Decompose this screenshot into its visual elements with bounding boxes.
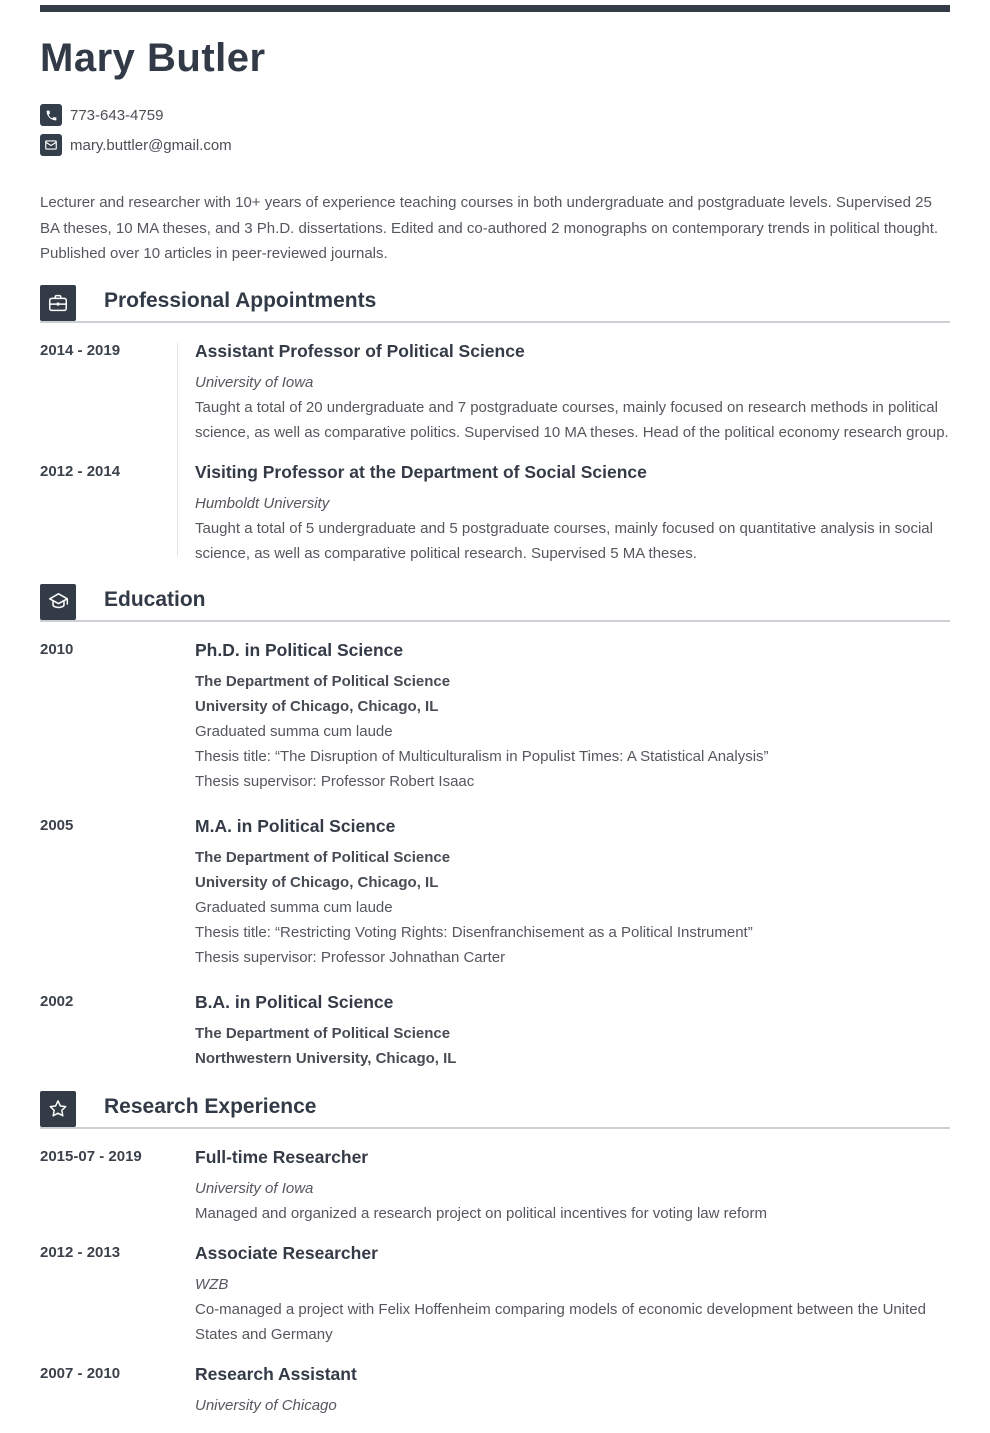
research-entry xyxy=(40,1145,950,1226)
section-education xyxy=(40,584,950,1071)
entry-title: Research Assistant xyxy=(195,1363,357,1384)
entry-content xyxy=(177,990,950,1071)
entry-title: B.A. in Political Science xyxy=(195,991,394,1012)
entry-university: University of Chicago, Chicago, IL xyxy=(195,873,439,891)
entry-date: 2012 - 2014 xyxy=(40,462,121,480)
entry-detail: Thesis title: “The Disruption of Multiculturalism in Populist Times: A Statistical Analysis” xyxy=(195,747,769,765)
entry-date: 2002 xyxy=(40,992,74,1010)
entry-institution: University of Iowa xyxy=(195,373,314,391)
entry-title: Assistant Professor of Political Science xyxy=(195,340,525,361)
summary-text: Lecturer and researcher with 10+ years of experience teaching courses in both undergraduate and postgraduate levels. Supervised 25 BA theses, 10 MA theses, and 3 Ph.D. dissertations. Edited and co-authored 2 monographs on contemporary trends in political thought. Published over 10 articles in peer-reviewed journals. xyxy=(40,194,939,262)
entry-title: Associate Researcher xyxy=(195,1242,378,1263)
entry-department: The Department of Political Science xyxy=(195,672,451,690)
entry-title: M.A. in Political Science xyxy=(195,815,396,836)
entry-institution: WZB xyxy=(195,1275,229,1293)
entry-detail: Graduated summa cum laude xyxy=(195,898,393,916)
education-entry xyxy=(40,638,950,794)
entry-title: Visiting Professor at the Department of Social Science xyxy=(195,461,647,482)
top-accent-bar xyxy=(40,5,950,12)
entry-date: 2005 xyxy=(40,816,74,834)
graduation-cap-icon xyxy=(40,584,76,620)
email-address: mary.buttler@gmail.com xyxy=(70,136,232,154)
entry-detail: Thesis supervisor: Professor Robert Isaac xyxy=(195,772,475,790)
education-entry xyxy=(40,814,950,970)
briefcase-icon xyxy=(40,285,76,321)
entry-department: The Department of Political Science xyxy=(195,1024,451,1042)
appointments-entries xyxy=(40,339,950,566)
section-appointments xyxy=(40,285,950,566)
research-entries xyxy=(40,1145,950,1418)
appointment-entry xyxy=(40,460,950,566)
entry-date: 2015-07 - 2019 xyxy=(40,1147,142,1165)
appointment-entry xyxy=(40,339,950,445)
entry-university: University of Chicago, Chicago, IL xyxy=(195,697,439,715)
entry-detail: Thesis supervisor: Professor Johnathan Carter xyxy=(195,948,506,966)
entry-department: The Department of Political Science xyxy=(195,848,451,866)
entry-description: Taught a total of 20 undergraduate and 7 postgraduate courses, mainly focused on research methods in political science, as well as comparative politics. Supervised 10 MA theses. Head of the political economy research group. xyxy=(195,398,949,441)
research-entry xyxy=(40,1362,950,1418)
entry-date: 2012 - 2013 xyxy=(40,1243,121,1261)
entry-description: Co-managed a project with Felix Hoffenheim comparing models of economic development between the United States and Germany xyxy=(195,1300,926,1343)
phone-row xyxy=(40,104,950,126)
entry-content xyxy=(177,814,950,970)
phone-number: 773-643-4759 xyxy=(70,106,164,124)
entry-date: 2014 - 2019 xyxy=(40,341,121,359)
section-header-research xyxy=(40,1091,950,1129)
star-icon xyxy=(40,1091,76,1127)
resume-page xyxy=(40,0,950,1418)
entry-detail: Thesis title: “Restricting Voting Rights: Disenfranchisement as a Political Instrument” xyxy=(195,923,753,941)
entry-content xyxy=(177,1241,950,1347)
entry-description: Taught a total of 5 undergraduate and 5 postgraduate courses, mainly focused on quantitative analysis in social science, as well as comparative political research. Supervised 5 MA theses. xyxy=(195,519,933,562)
section-title-research: Research Experience xyxy=(104,1094,317,1118)
section-research xyxy=(40,1091,950,1418)
phone-icon xyxy=(40,104,62,126)
entry-detail: Graduated summa cum laude xyxy=(195,722,393,740)
entry-content xyxy=(177,460,950,566)
entry-university: Northwestern University, Chicago, IL xyxy=(195,1049,457,1067)
entry-content xyxy=(177,339,950,445)
section-title-appointments: Professional Appointments xyxy=(104,288,377,312)
education-entries xyxy=(40,638,950,1071)
education-entry xyxy=(40,990,950,1071)
entry-content xyxy=(177,638,950,794)
entry-institution: Humboldt University xyxy=(195,494,330,512)
entry-date: 2007 - 2010 xyxy=(40,1364,121,1382)
entry-institution: University of Chicago xyxy=(195,1396,337,1414)
envelope-icon xyxy=(40,134,62,156)
entry-content xyxy=(177,1362,950,1418)
entry-date: 2010 xyxy=(40,640,74,658)
entry-title: Ph.D. in Political Science xyxy=(195,639,404,660)
section-header-education xyxy=(40,584,950,622)
entry-institution: University of Iowa xyxy=(195,1179,314,1197)
entry-title: Full-time Researcher xyxy=(195,1146,369,1167)
section-title-education: Education xyxy=(104,587,206,611)
entry-content xyxy=(177,1145,950,1226)
research-entry xyxy=(40,1241,950,1347)
person-name: Mary Butler xyxy=(40,36,266,80)
email-row xyxy=(40,134,950,156)
entry-description: Managed and organized a research project on political incentives for voting law reform xyxy=(195,1204,767,1222)
section-header-appointments xyxy=(40,285,950,323)
